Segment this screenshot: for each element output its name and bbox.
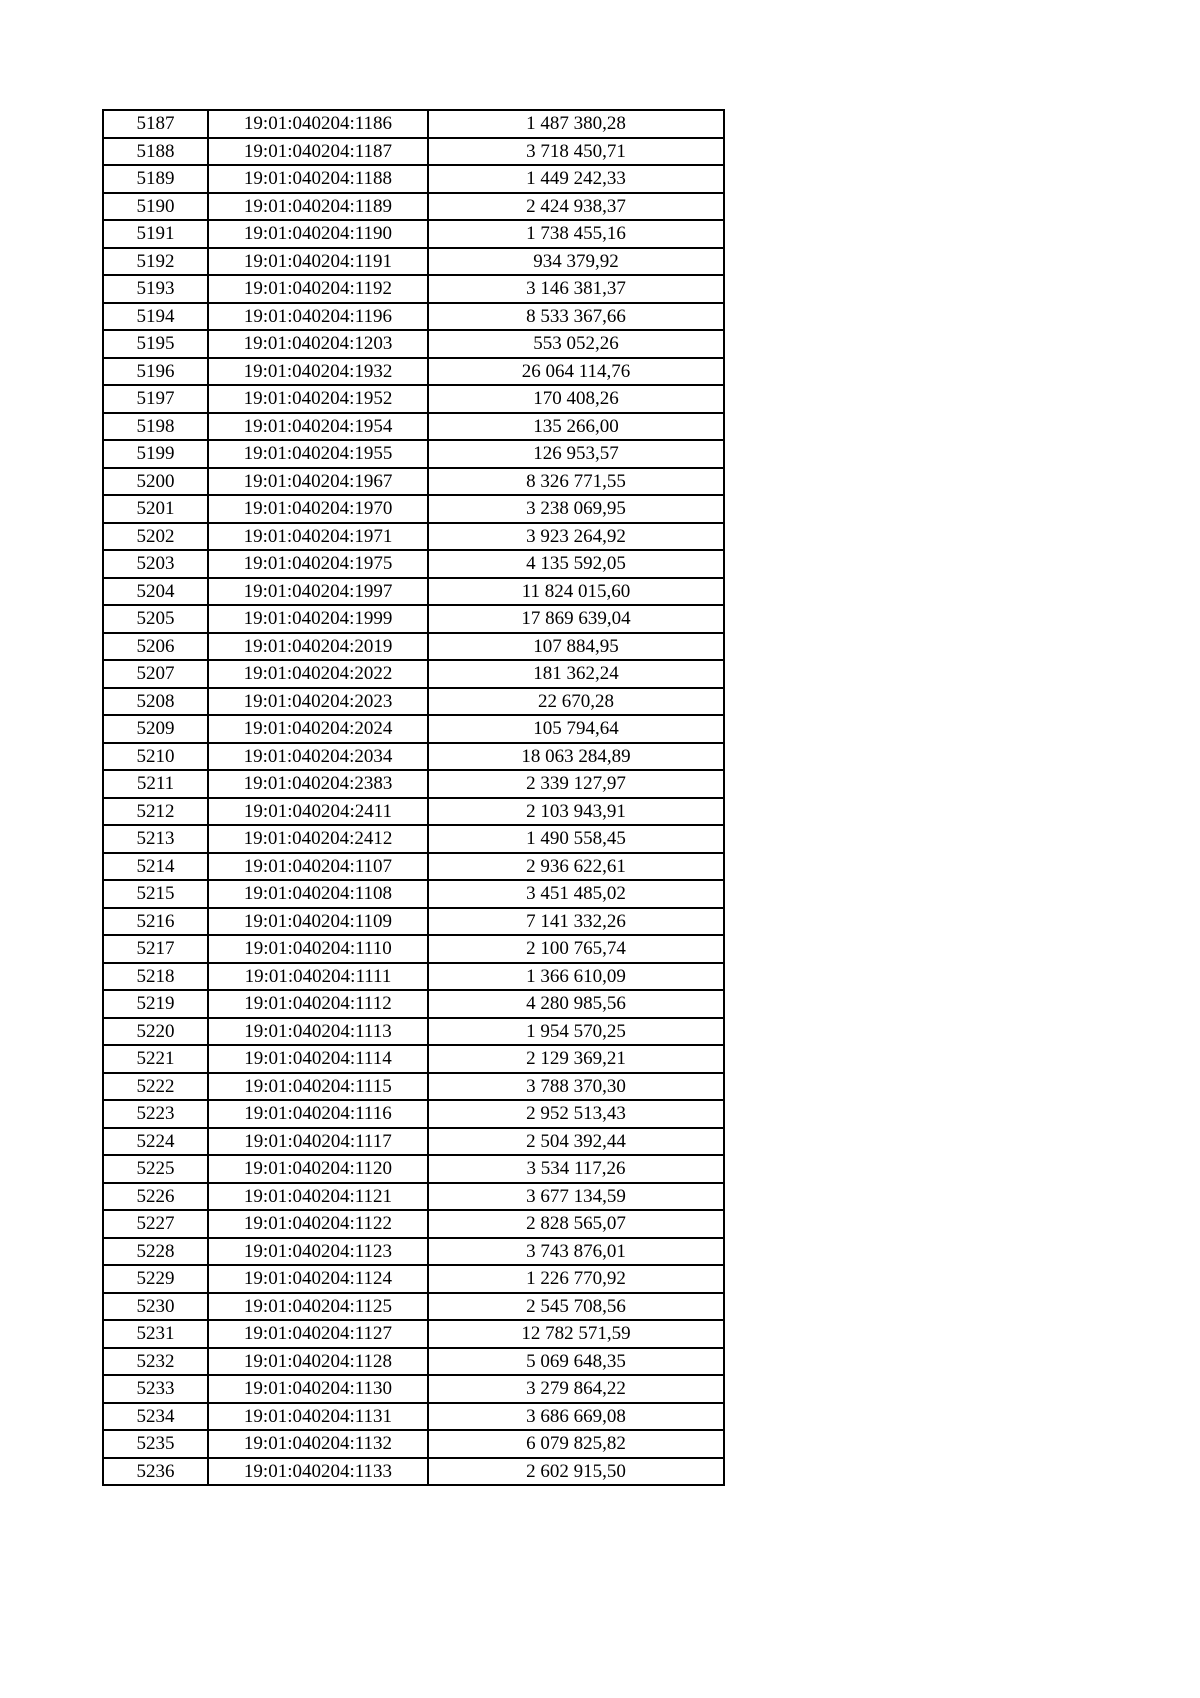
table-row	[103, 1238, 724, 1266]
cadastral-number-cell: 19:01:040204:1115	[208, 1073, 428, 1101]
value-cell: 4 135 592,05	[428, 550, 724, 578]
cadastral-number-cell: 19:01:040204:1124	[208, 1265, 428, 1293]
value-cell: 135 266,00	[428, 413, 724, 441]
cadastral-number-cell: 19:01:040204:1970	[208, 495, 428, 523]
row-number-cell: 5216	[103, 908, 208, 936]
row-number-cell: 5197	[103, 385, 208, 413]
table-row	[103, 715, 724, 743]
cadastral-number-cell: 19:01:040204:1114	[208, 1045, 428, 1073]
value-cell: 2 129 369,21	[428, 1045, 724, 1073]
table-row	[103, 1128, 724, 1156]
cadastral-number-cell: 19:01:040204:1128	[208, 1348, 428, 1376]
cadastral-number-cell: 19:01:040204:1108	[208, 880, 428, 908]
row-number-cell: 5232	[103, 1348, 208, 1376]
value-cell: 4 280 985,56	[428, 990, 724, 1018]
row-number-cell: 5219	[103, 990, 208, 1018]
value-cell: 3 677 134,59	[428, 1183, 724, 1211]
row-number-cell: 5222	[103, 1073, 208, 1101]
cadastral-number-cell: 19:01:040204:1191	[208, 248, 428, 276]
row-number-cell: 5193	[103, 275, 208, 303]
cadastral-number-cell: 19:01:040204:1127	[208, 1320, 428, 1348]
row-number-cell: 5194	[103, 303, 208, 331]
row-number-cell: 5213	[103, 825, 208, 853]
table-row	[103, 633, 724, 661]
value-cell: 8 326 771,55	[428, 468, 724, 496]
row-number-cell: 5200	[103, 468, 208, 496]
cadastral-number-cell: 19:01:040204:2019	[208, 633, 428, 661]
value-cell: 2 504 392,44	[428, 1128, 724, 1156]
cadastral-number-cell: 19:01:040204:1967	[208, 468, 428, 496]
row-number-cell: 5217	[103, 935, 208, 963]
table-row	[103, 138, 724, 166]
cadastral-number-cell: 19:01:040204:1107	[208, 853, 428, 881]
table-row	[103, 963, 724, 991]
cadastral-number-cell: 19:01:040204:2383	[208, 770, 428, 798]
value-cell: 3 718 450,71	[428, 138, 724, 166]
value-cell: 7 141 332,26	[428, 908, 724, 936]
cadastral-number-cell: 19:01:040204:1109	[208, 908, 428, 936]
value-cell: 3 534 117,26	[428, 1155, 724, 1183]
table-row	[103, 1018, 724, 1046]
cadastral-number-cell: 19:01:040204:1189	[208, 193, 428, 221]
table-row	[103, 550, 724, 578]
value-cell: 3 146 381,37	[428, 275, 724, 303]
row-number-cell: 5215	[103, 880, 208, 908]
table-row	[103, 935, 724, 963]
cadastral-number-cell: 19:01:040204:2024	[208, 715, 428, 743]
value-cell: 2 103 943,91	[428, 798, 724, 826]
value-cell: 3 743 876,01	[428, 1238, 724, 1266]
cadastral-number-cell: 19:01:040204:1196	[208, 303, 428, 331]
value-cell: 2 424 938,37	[428, 193, 724, 221]
table-row	[103, 220, 724, 248]
cadastral-number-cell: 19:01:040204:1130	[208, 1375, 428, 1403]
row-number-cell: 5218	[103, 963, 208, 991]
table-row	[103, 193, 724, 221]
cadastral-number-cell: 19:01:040204:1123	[208, 1238, 428, 1266]
value-cell: 3 788 370,30	[428, 1073, 724, 1101]
row-number-cell: 5203	[103, 550, 208, 578]
row-number-cell: 5214	[103, 853, 208, 881]
row-number-cell: 5235	[103, 1430, 208, 1458]
table-row	[103, 413, 724, 441]
cadastral-number-cell: 19:01:040204:1188	[208, 165, 428, 193]
value-cell: 181 362,24	[428, 660, 724, 688]
value-cell: 1 490 558,45	[428, 825, 724, 853]
value-cell: 1 487 380,28	[428, 110, 724, 138]
row-number-cell: 5230	[103, 1293, 208, 1321]
cadastral-number-cell: 19:01:040204:1187	[208, 138, 428, 166]
cadastral-number-cell: 19:01:040204:1975	[208, 550, 428, 578]
row-number-cell: 5187	[103, 110, 208, 138]
row-number-cell: 5195	[103, 330, 208, 358]
row-number-cell: 5208	[103, 688, 208, 716]
cadastral-number-cell: 19:01:040204:1997	[208, 578, 428, 606]
table-row	[103, 1045, 724, 1073]
row-number-cell: 5234	[103, 1403, 208, 1431]
cadastral-number-cell: 19:01:040204:1932	[208, 358, 428, 386]
row-number-cell: 5198	[103, 413, 208, 441]
row-number-cell: 5212	[103, 798, 208, 826]
table-row	[103, 1265, 724, 1293]
row-number-cell: 5191	[103, 220, 208, 248]
value-cell: 170 408,26	[428, 385, 724, 413]
cadastral-number-cell: 19:01:040204:1116	[208, 1100, 428, 1128]
table-row	[103, 798, 724, 826]
table-row	[103, 165, 724, 193]
row-number-cell: 5188	[103, 138, 208, 166]
row-number-cell: 5199	[103, 440, 208, 468]
value-cell: 18 063 284,89	[428, 743, 724, 771]
value-cell: 22 670,28	[428, 688, 724, 716]
row-number-cell: 5228	[103, 1238, 208, 1266]
table-row	[103, 1403, 724, 1431]
value-cell: 2 952 513,43	[428, 1100, 724, 1128]
table-row	[103, 495, 724, 523]
table-row	[103, 605, 724, 633]
table-row	[103, 1293, 724, 1321]
cadastral-number-cell: 19:01:040204:2022	[208, 660, 428, 688]
row-number-cell: 5209	[103, 715, 208, 743]
row-number-cell: 5227	[103, 1210, 208, 1238]
cadastral-number-cell: 19:01:040204:1125	[208, 1293, 428, 1321]
cadastral-number-cell: 19:01:040204:1122	[208, 1210, 428, 1238]
value-cell: 2 545 708,56	[428, 1293, 724, 1321]
table-row	[103, 1100, 724, 1128]
cadastral-number-cell: 19:01:040204:1190	[208, 220, 428, 248]
cadastral-number-cell: 19:01:040204:1955	[208, 440, 428, 468]
row-number-cell: 5221	[103, 1045, 208, 1073]
cadastral-number-cell: 19:01:040204:1203	[208, 330, 428, 358]
cadastral-number-cell: 19:01:040204:1110	[208, 935, 428, 963]
row-number-cell: 5225	[103, 1155, 208, 1183]
table-row	[103, 1073, 724, 1101]
row-number-cell: 5202	[103, 523, 208, 551]
row-number-cell: 5220	[103, 1018, 208, 1046]
value-cell: 1 366 610,09	[428, 963, 724, 991]
cadastral-number-cell: 19:01:040204:2034	[208, 743, 428, 771]
table-row	[103, 1348, 724, 1376]
value-cell: 105 794,64	[428, 715, 724, 743]
row-number-cell: 5233	[103, 1375, 208, 1403]
row-number-cell: 5210	[103, 743, 208, 771]
cadastral-number-cell: 19:01:040204:1132	[208, 1430, 428, 1458]
row-number-cell: 5236	[103, 1458, 208, 1486]
table-row	[103, 1320, 724, 1348]
row-number-cell: 5211	[103, 770, 208, 798]
table-row	[103, 990, 724, 1018]
cadastral-number-cell: 19:01:040204:1120	[208, 1155, 428, 1183]
value-cell: 3 279 864,22	[428, 1375, 724, 1403]
table-row	[103, 743, 724, 771]
table-row	[103, 303, 724, 331]
row-number-cell: 5229	[103, 1265, 208, 1293]
cadastral-number-cell: 19:01:040204:2412	[208, 825, 428, 853]
cadastral-number-cell: 19:01:040204:1111	[208, 963, 428, 991]
value-cell: 17 869 639,04	[428, 605, 724, 633]
row-number-cell: 5223	[103, 1100, 208, 1128]
row-number-cell: 5189	[103, 165, 208, 193]
table-row	[103, 825, 724, 853]
cadastral-number-cell: 19:01:040204:1121	[208, 1183, 428, 1211]
row-number-cell: 5207	[103, 660, 208, 688]
row-number-cell: 5190	[103, 193, 208, 221]
cadastral-number-cell: 19:01:040204:2023	[208, 688, 428, 716]
cadastral-number-cell: 19:01:040204:1113	[208, 1018, 428, 1046]
value-cell: 2 936 622,61	[428, 853, 724, 881]
cadastral-number-cell: 19:01:040204:1117	[208, 1128, 428, 1156]
table-row	[103, 853, 724, 881]
cadastral-number-cell: 19:01:040204:1133	[208, 1458, 428, 1486]
value-cell: 26 064 114,76	[428, 358, 724, 386]
cadastral-number-cell: 19:01:040204:1999	[208, 605, 428, 633]
table-row	[103, 1183, 724, 1211]
cadastral-number-cell: 19:01:040204:2411	[208, 798, 428, 826]
row-number-cell: 5231	[103, 1320, 208, 1348]
table-row	[103, 385, 724, 413]
row-number-cell: 5192	[103, 248, 208, 276]
row-number-cell: 5226	[103, 1183, 208, 1211]
value-cell: 3 923 264,92	[428, 523, 724, 551]
cadastral-value-table	[102, 109, 725, 1486]
value-cell: 5 069 648,35	[428, 1348, 724, 1376]
table-row	[103, 1210, 724, 1238]
row-number-cell: 5201	[103, 495, 208, 523]
row-number-cell: 5205	[103, 605, 208, 633]
value-cell: 553 052,26	[428, 330, 724, 358]
value-cell: 12 782 571,59	[428, 1320, 724, 1348]
cadastral-number-cell: 19:01:040204:1192	[208, 275, 428, 303]
table-row	[103, 1430, 724, 1458]
table-row	[103, 358, 724, 386]
cadastral-number-cell: 19:01:040204:1971	[208, 523, 428, 551]
value-cell: 8 533 367,66	[428, 303, 724, 331]
table-body	[103, 110, 724, 1485]
value-cell: 3 238 069,95	[428, 495, 724, 523]
table-row	[103, 110, 724, 138]
table-row	[103, 275, 724, 303]
table-row	[103, 1375, 724, 1403]
value-cell: 1 954 570,25	[428, 1018, 724, 1046]
value-cell: 1 226 770,92	[428, 1265, 724, 1293]
value-cell: 2 100 765,74	[428, 935, 724, 963]
row-number-cell: 5204	[103, 578, 208, 606]
table-row	[103, 1155, 724, 1183]
table-row	[103, 1458, 724, 1486]
value-cell: 6 079 825,82	[428, 1430, 724, 1458]
value-cell: 2 602 915,50	[428, 1458, 724, 1486]
value-cell: 1 449 242,33	[428, 165, 724, 193]
table-row	[103, 330, 724, 358]
cadastral-number-cell: 19:01:040204:1112	[208, 990, 428, 1018]
table-row	[103, 248, 724, 276]
value-cell: 107 884,95	[428, 633, 724, 661]
row-number-cell: 5224	[103, 1128, 208, 1156]
cadastral-number-cell: 19:01:040204:1952	[208, 385, 428, 413]
cadastral-number-cell: 19:01:040204:1131	[208, 1403, 428, 1431]
table-row	[103, 440, 724, 468]
value-cell: 1 738 455,16	[428, 220, 724, 248]
row-number-cell: 5196	[103, 358, 208, 386]
table-row	[103, 578, 724, 606]
table-row	[103, 880, 724, 908]
table-row	[103, 660, 724, 688]
value-cell: 2 339 127,97	[428, 770, 724, 798]
table-row	[103, 688, 724, 716]
table-row	[103, 908, 724, 936]
table-row	[103, 770, 724, 798]
value-cell: 3 451 485,02	[428, 880, 724, 908]
value-cell: 11 824 015,60	[428, 578, 724, 606]
value-cell: 3 686 669,08	[428, 1403, 724, 1431]
table-row	[103, 523, 724, 551]
row-number-cell: 5206	[103, 633, 208, 661]
cadastral-number-cell: 19:01:040204:1954	[208, 413, 428, 441]
table-row	[103, 468, 724, 496]
value-cell: 934 379,92	[428, 248, 724, 276]
value-cell: 126 953,57	[428, 440, 724, 468]
value-cell: 2 828 565,07	[428, 1210, 724, 1238]
cadastral-number-cell: 19:01:040204:1186	[208, 110, 428, 138]
